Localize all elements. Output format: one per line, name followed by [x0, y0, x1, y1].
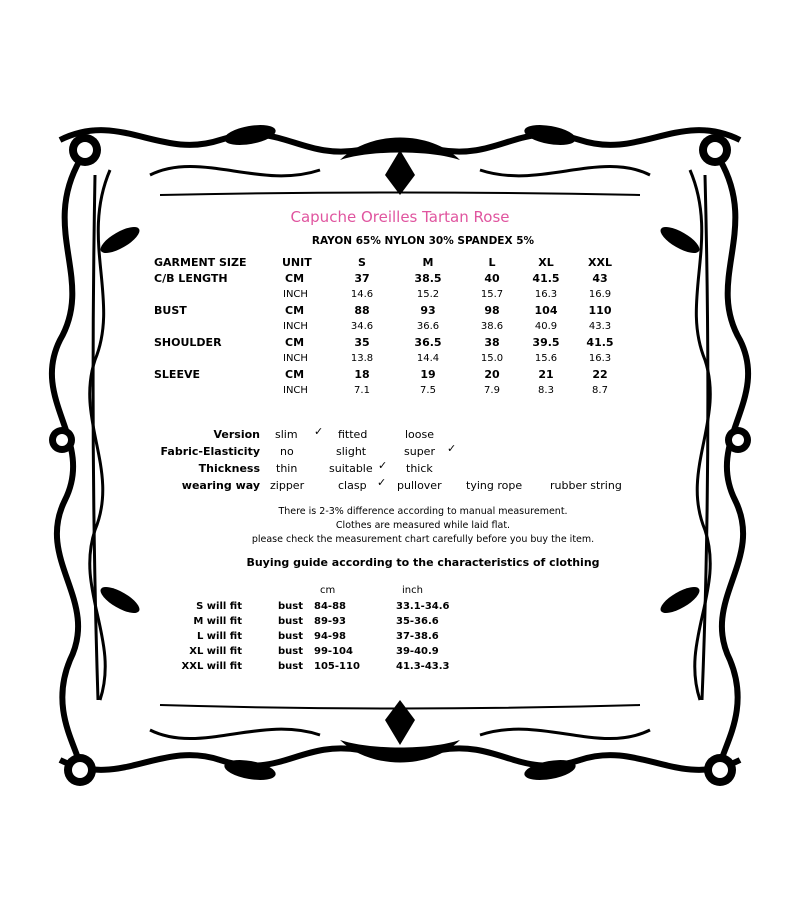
table-cell: 39.5	[532, 336, 560, 349]
table-cell: 14.6	[350, 289, 374, 300]
size-header: M	[422, 256, 434, 269]
size-header: XL	[538, 256, 554, 269]
table-cell: 36.5	[414, 336, 442, 349]
guide-row-part: bust	[278, 661, 304, 672]
unit-label: CM	[285, 272, 305, 285]
table-cell: 38.5	[414, 272, 442, 285]
guide-row-label: S will fit	[196, 601, 242, 612]
table-cell: 7.5	[420, 385, 436, 396]
table-cell: 37	[354, 272, 370, 285]
table-corner-label: GARMENT SIZE	[154, 256, 247, 269]
guide-row-inch: 37-38.6	[396, 631, 439, 642]
guide-row-label: XL will fit	[189, 646, 242, 657]
guide-row-cm: 105-110	[314, 661, 360, 672]
unit-label: INCH	[283, 353, 308, 364]
table-cell: 21	[538, 368, 554, 381]
table-cell: 15.0	[480, 353, 504, 364]
row-label: SLEEVE	[154, 368, 200, 381]
check-mark-icon: ✓	[378, 459, 388, 472]
guide-col-inch: inch	[402, 585, 423, 596]
table-cell: 43	[592, 272, 608, 285]
table-cell: 13.8	[350, 353, 374, 364]
table-cell: 34.6	[350, 321, 374, 332]
table-cell: 8.7	[592, 385, 608, 396]
unit-label: CM	[285, 336, 305, 349]
option-rubber-string: rubber string	[550, 479, 622, 492]
guide-row-part: bust	[278, 601, 304, 612]
guide-row-cm: 89-93	[314, 616, 346, 627]
table-cell: 98	[484, 304, 500, 317]
measurement-note: Clothes are measured while laid flat.	[335, 520, 511, 531]
guide-row-part: bust	[278, 631, 304, 642]
unit-label: INCH	[283, 385, 308, 396]
guide-row-cm: 99-104	[314, 646, 353, 657]
guide-row-cm: 94-98	[314, 631, 346, 642]
elasticity-label: Fabric-Elasticity	[160, 445, 260, 458]
table-cell: 88	[354, 304, 370, 317]
option-pullover: pullover	[397, 479, 442, 492]
option-slim: slim	[275, 428, 298, 441]
table-cell: 15.2	[416, 289, 440, 300]
option-tying-rope: tying rope	[466, 479, 523, 492]
table-cell: 15.6	[534, 353, 558, 364]
option-thick: thick	[406, 462, 433, 475]
option-loose: loose	[405, 428, 435, 441]
unit-label: CM	[285, 368, 305, 381]
table-cell: 19	[420, 368, 436, 381]
wearing-way-label: wearing way	[181, 479, 260, 492]
guide-row-part: bust	[278, 646, 304, 657]
size-header: XXL	[588, 256, 612, 269]
guide-row-inch: 39-40.9	[396, 646, 439, 657]
option-fitted: fitted	[338, 428, 368, 441]
table-cell: 40	[484, 272, 500, 285]
table-cell: 7.1	[354, 385, 370, 396]
product-title: Capuche Oreilles Tartan Rose	[290, 208, 510, 226]
table-cell: 41.5	[586, 336, 614, 349]
measurement-note: please check the measurement chart carefully before you buy the item.	[251, 534, 595, 545]
table-cell: 16.3	[534, 289, 558, 300]
table-cell: 43.3	[588, 321, 612, 332]
table-cell: 104	[534, 304, 558, 317]
table-cell: 18	[354, 368, 370, 381]
table-cell: 16.9	[588, 289, 612, 300]
table-cell: 110	[588, 304, 612, 317]
unit-label: INCH	[283, 321, 308, 332]
measurement-note: There is 2-3% difference according to manual measurement.	[278, 506, 568, 517]
table-cell: 38.6	[480, 321, 504, 332]
row-label: BUST	[154, 304, 187, 317]
table-cell: 36.6	[416, 321, 440, 332]
option-zipper: zipper	[270, 479, 305, 492]
row-label: SHOULDER	[154, 336, 222, 349]
guide-row-label: L will fit	[196, 631, 242, 642]
table-cell: 40.9	[534, 321, 558, 332]
check-mark-icon: ✓	[314, 425, 324, 438]
table-cell: 16.3	[588, 353, 612, 364]
unit-label: INCH	[283, 289, 308, 300]
row-label: C/B LENGTH	[154, 272, 228, 285]
guide-row-label: XXL will fit	[181, 661, 242, 672]
check-mark-icon: ✓	[377, 476, 387, 489]
table-cell: 35	[354, 336, 370, 349]
table-cell: 7.9	[484, 385, 500, 396]
guide-row-part: bust	[278, 616, 304, 627]
option-slight: slight	[336, 445, 367, 458]
guide-row-label: M will fit	[193, 616, 242, 627]
table-cell: 8.3	[538, 385, 554, 396]
option-clasp: clasp	[338, 479, 367, 492]
table-cell: 22	[592, 368, 608, 381]
guide-row-inch: 41.3-43.3	[396, 661, 450, 672]
size-header: L	[488, 256, 496, 269]
option-no: no	[280, 445, 294, 458]
thickness-label: Thickness	[198, 462, 260, 475]
table-cell: 93	[420, 304, 436, 317]
guide-col-cm: cm	[320, 585, 336, 596]
table-cell: 38	[484, 336, 500, 349]
check-mark-icon: ✓	[447, 442, 457, 455]
option-thin: thin	[276, 462, 298, 475]
unit-label: CM	[285, 304, 305, 317]
unit-header: UNIT	[282, 256, 312, 269]
guide-row-cm: 84-88	[314, 601, 346, 612]
guide-row-inch: 33.1-34.6	[396, 601, 450, 612]
table-cell: 15.7	[480, 289, 504, 300]
option-suitable: suitable	[329, 462, 373, 475]
table-cell: 20	[484, 368, 500, 381]
guide-row-inch: 35-36.6	[396, 616, 439, 627]
version-label: Version	[213, 428, 260, 441]
size-header: S	[358, 256, 366, 269]
buying-guide-heading: Buying guide according to the characteristics of clothing	[246, 556, 600, 569]
option-super: super	[404, 445, 435, 458]
table-cell: 14.4	[416, 353, 440, 364]
fabric-composition: RAYON 65% NYLON 30% SPANDEX 5%	[311, 235, 535, 247]
table-cell: 41.5	[532, 272, 560, 285]
